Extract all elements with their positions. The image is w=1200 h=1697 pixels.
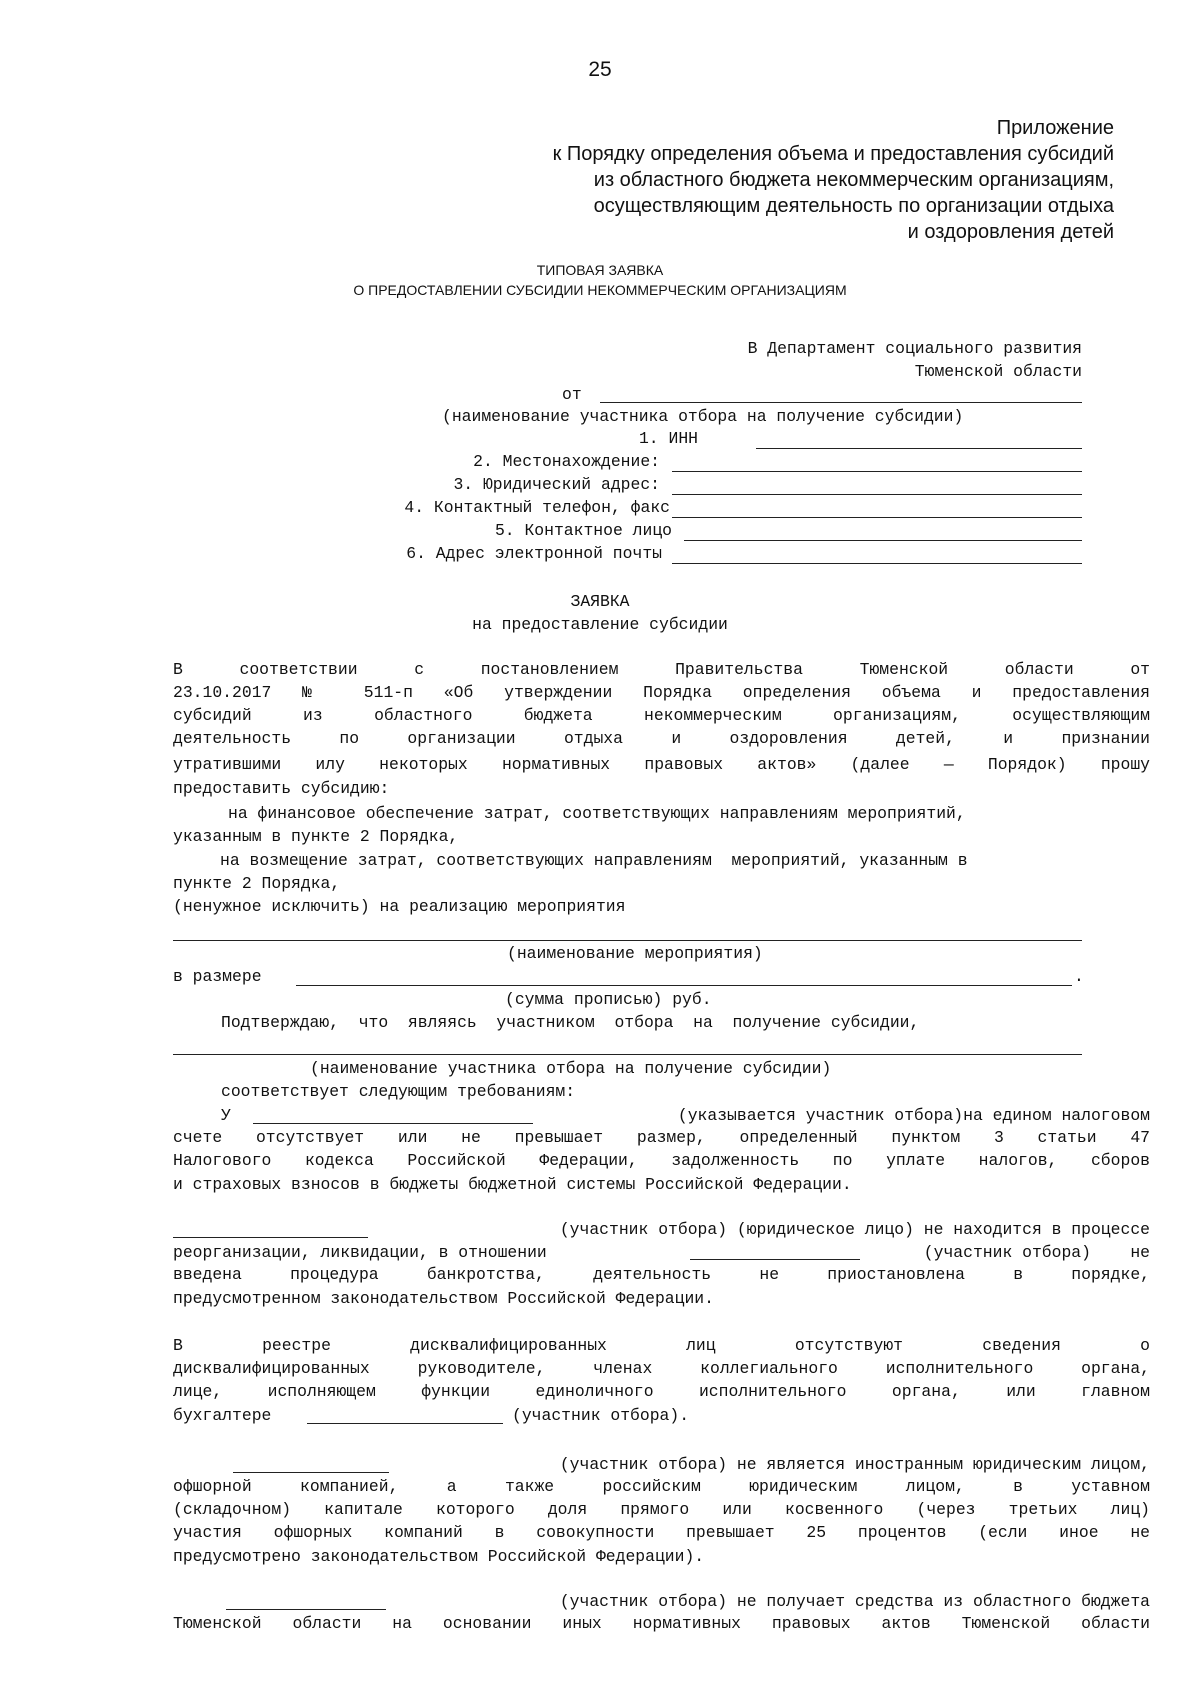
funds-participant-blank-line <box>226 1609 386 1610</box>
from-label: от <box>562 385 582 404</box>
contact-person-label: 5. Контактное лицо <box>494 521 672 540</box>
from-blank-line <box>600 402 1082 403</box>
tax-line-1: (указывается участник отбора)на едином налоговом <box>677 1106 1150 1125</box>
addressee-line-1: В Департамент социального развития <box>747 339 1082 358</box>
foreign-line-4: участия офшорных компаний в совокупности превышает 25 процентов (если иное не <box>173 1523 1150 1542</box>
inn-label: 1. ИНН <box>638 429 698 448</box>
location-blank-line <box>672 471 1082 472</box>
legal-address-blank-line <box>672 494 1082 495</box>
reorg-line-4: предусмотренном законодательством Российской Федерации. <box>173 1289 714 1308</box>
amount-end: . <box>1074 967 1084 986</box>
page-number: 25 <box>588 58 612 81</box>
location-label: 2. Местонахождение: <box>473 452 660 471</box>
tax-prefix: У <box>221 1106 231 1125</box>
request-title-line-1: ЗАЯВКА <box>570 592 630 611</box>
reorg-participant-blank-line <box>173 1237 368 1238</box>
amount-label: в размере <box>173 967 262 986</box>
exclude-note: (ненужное исключить) на реализацию мероприятия <box>173 897 626 916</box>
foreign-line-5: предусмотрено законодательством Российской Федерации). <box>173 1547 705 1566</box>
inn-blank-line <box>756 448 1082 449</box>
disq-line-2: дисквалифицированных руководителе, членах коллегиального исполнительного органа, <box>173 1359 1150 1378</box>
intro-line-4: деятельность по организации отдыха и оздоровления детей, и признании <box>173 729 1150 748</box>
tax-participant-blank-line <box>253 1123 533 1124</box>
confirm-line: Подтверждаю, что являясь участником отбора на получение субсидии, <box>221 1013 920 1032</box>
reorg-participant-2-blank-line <box>690 1259 860 1260</box>
participant-name-blank-line <box>173 1054 1082 1055</box>
amount-caption: (сумма прописью) руб. <box>505 990 712 1009</box>
requirements-intro: соответствует следующим требованиям: <box>221 1082 576 1101</box>
tax-line-2: счете отсутствует или не превышает размер, определенный пунктом 3 статьи 47 <box>173 1128 1150 1147</box>
tax-line-4: и страховых взносов в бюджеты бюджетной системы Российской Федерации. <box>173 1175 852 1194</box>
appendix-line-2: к Порядку определения объема и предоставления субсидий <box>552 143 1114 165</box>
email-label: 6. Адрес электронной почты <box>406 544 662 563</box>
option-1-line-1: на финансовое обеспечение затрат, соответствующих направлениям мероприятий, <box>228 804 966 823</box>
form-title-line-2: О ПРЕДОСТАВЛЕНИИ СУБСИДИИ НЕКОММЕРЧЕСКИМ ОРГАНИЗАЦИЯМ <box>353 282 847 298</box>
intro-line-5: утратившими илу некоторых нормативных правовых актов» (далее — Порядок) прошу <box>173 755 1150 774</box>
participant-name-caption: (наименование участника отбора на получение субсидии) <box>310 1059 832 1078</box>
reorg-line-2-start: реорганизации, ликвидации, в отношении <box>173 1243 547 1262</box>
event-name-blank-line <box>173 940 1082 941</box>
disq-line-3: лице, исполняющем функции единоличного исполнительного органа, или главном <box>173 1382 1150 1401</box>
foreign-line-1: (участник отбора) не является иностранным юридическим лицом, <box>559 1455 1150 1474</box>
foreign-participant-blank-line <box>233 1472 389 1473</box>
appendix-line-5: и оздоровления детей <box>907 221 1114 243</box>
phone-fax-blank-line <box>672 517 1082 518</box>
option-2-line-2: пункте 2 Порядка, <box>173 874 341 893</box>
appendix-line-1: Приложение <box>996 117 1114 139</box>
reorg-line-3: введена процедура банкротства, деятельность не приостановлена в порядке, <box>173 1265 1150 1284</box>
reorg-line-1: (участник отбора) (юридическое лицо) не находится в процессе <box>559 1220 1150 1239</box>
event-name-caption: (наименование мероприятия) <box>507 944 763 963</box>
foreign-line-3: (складочном) капитале которого доля прямого или косвенного (через третьих лиц) <box>173 1500 1150 1519</box>
legal-address-label: 3. Юридический адрес: <box>453 475 660 494</box>
intro-line-1: В соответствии с постановлением Правительства Тюменской области от <box>173 660 1150 679</box>
funds-line-2: Тюменской области на основании иных нормативных правовых актов Тюменской области <box>173 1614 1150 1633</box>
intro-line-3: субсидий из областного бюджета некоммерческим организациям, осуществляющим <box>173 706 1150 725</box>
disq-line-4-end: (участник отбора). <box>512 1406 690 1425</box>
amount-blank-line <box>296 985 1072 986</box>
request-title-line-2: на предоставление субсидии <box>472 615 728 634</box>
tax-line-3: Налогового кодекса Российской Федерации, задолженность по уплате налогов, сборов <box>173 1151 1150 1170</box>
addressee-line-2: Тюменской области <box>914 362 1082 381</box>
intro-line-2: 23.10.2017 № 511-п «Об утверждении Порядка определения объема и предоставления <box>173 683 1150 702</box>
intro-line-6: предоставить субсидию: <box>173 779 390 798</box>
phone-fax-label: 4. Контактный телефон, факс <box>404 498 670 517</box>
foreign-line-2: офшорной компанией, а также российским юридическим лицом, в уставном <box>173 1477 1150 1496</box>
option-2-line-1: на возмещение затрат, соответствующих направлениям мероприятий, указанным в <box>220 851 968 870</box>
from-caption: (наименование участника отбора на получение субсидии) <box>442 407 964 426</box>
disq-line-4-start: бухгалтере <box>173 1406 272 1425</box>
reorg-line-2-end: (участник отбора) не <box>923 1243 1150 1262</box>
appendix-line-3: из областного бюджета некоммерческим организациям, <box>593 169 1114 191</box>
appendix-line-4: осуществляющим деятельность по организации отдыха <box>593 195 1114 217</box>
email-blank-line <box>672 563 1082 564</box>
disq-line-1: В реестре дисквалифицированных лиц отсутствуют сведения о <box>173 1336 1150 1355</box>
contact-person-blank-line <box>684 540 1082 541</box>
funds-line-1: (участник отбора) не получает средства из областного бюджета <box>559 1592 1150 1611</box>
disq-participant-blank-line <box>307 1423 503 1424</box>
option-1-line-2: указанным в пункте 2 Порядка, <box>173 827 459 846</box>
form-title-line-1: ТИПОВАЯ ЗАЯВКА <box>536 262 664 278</box>
